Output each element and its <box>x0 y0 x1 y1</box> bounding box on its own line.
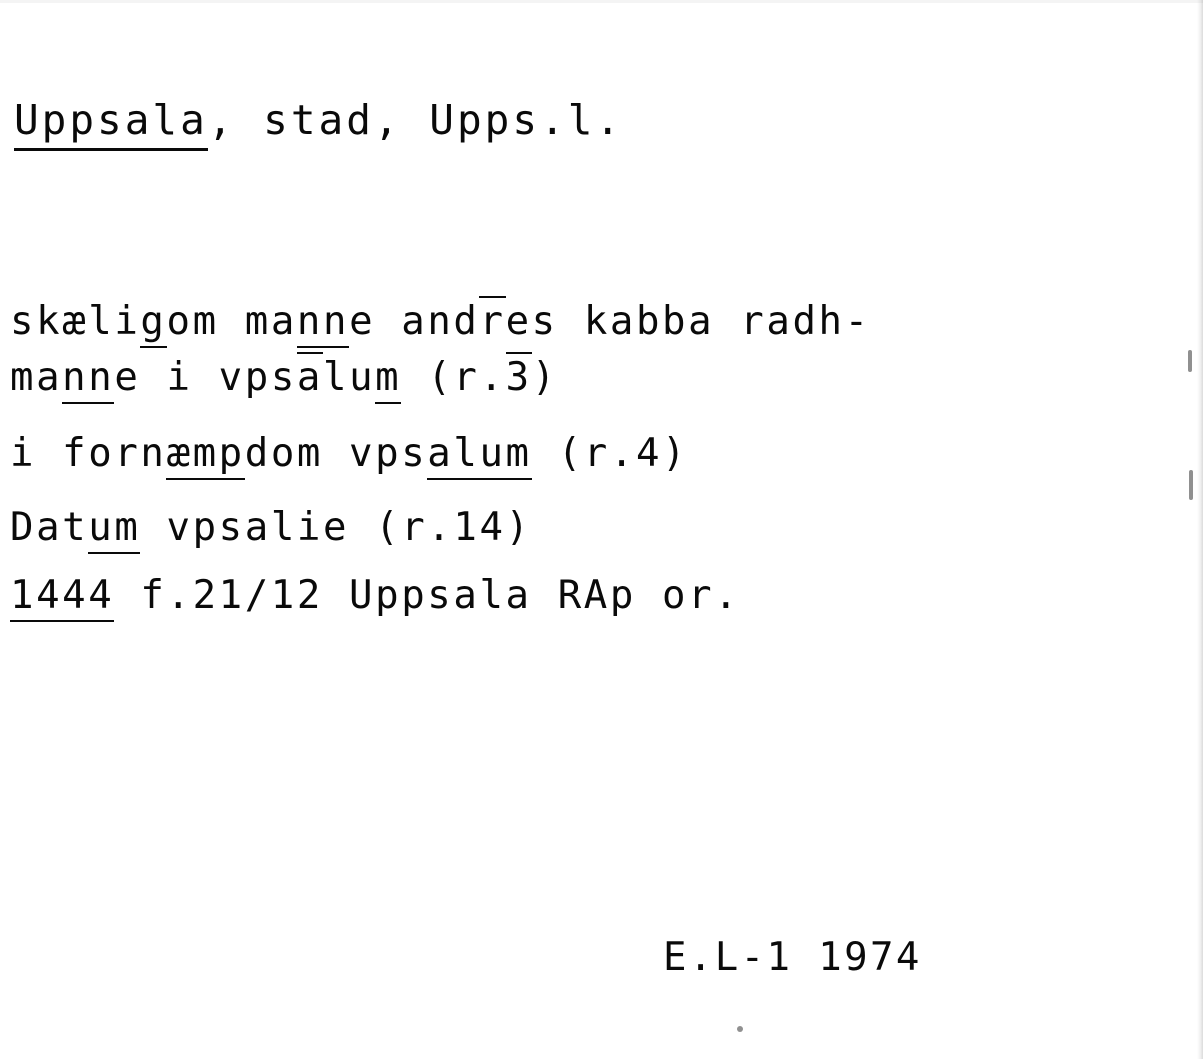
text-segment: 3 <box>506 352 532 400</box>
text-segment: alum <box>427 431 531 480</box>
text-segment: dom vps <box>244 431 428 476</box>
text-segment: 1444 <box>10 573 114 622</box>
scan-edge-top <box>0 0 1203 3</box>
text-segment: nn <box>297 299 349 348</box>
entry-line-4 <box>10 505 532 550</box>
heading-rest: , stad, Upps.l. <box>207 96 624 144</box>
text-segment: g <box>140 299 166 348</box>
entry-line-5 <box>10 573 741 618</box>
card-heading <box>14 96 624 144</box>
text-segment: r <box>479 296 505 344</box>
text-segment: nn <box>62 355 114 404</box>
entry-line-1 <box>10 299 871 344</box>
entry-line-3 <box>10 431 689 476</box>
scan-speck <box>1188 350 1192 372</box>
text-segment: um <box>88 505 140 554</box>
text-segment: (r. <box>401 355 506 400</box>
card-signature: E.L-1 1974 <box>663 935 922 980</box>
scan-speck <box>737 1026 743 1032</box>
text-segment: f.21/12 Uppsala RAp or. <box>114 573 741 618</box>
text-segment: Dat <box>10 505 89 550</box>
entry-line-2 <box>10 355 558 400</box>
scan-speck <box>1189 470 1193 500</box>
text-segment: m <box>375 355 401 404</box>
text-segment: e and <box>349 299 480 344</box>
text-segment: om ma <box>166 299 297 344</box>
text-segment: ma <box>10 355 63 400</box>
scan-edge-right <box>1197 0 1203 1059</box>
text-segment: skæli <box>10 299 141 344</box>
text-segment: vpsalie (r.14) <box>140 505 532 550</box>
text-segment: es kabba radh- <box>505 299 871 344</box>
text-segment: æmp <box>166 431 244 480</box>
text-segment: (r.4) <box>531 431 689 476</box>
text-segment: a <box>297 352 323 400</box>
text-segment: e i vps <box>114 355 297 400</box>
text-segment: i forn <box>10 431 167 476</box>
text-segment: ) <box>531 355 558 400</box>
heading-keyword: Uppsala <box>14 96 208 151</box>
text-segment: lu <box>323 355 376 400</box>
